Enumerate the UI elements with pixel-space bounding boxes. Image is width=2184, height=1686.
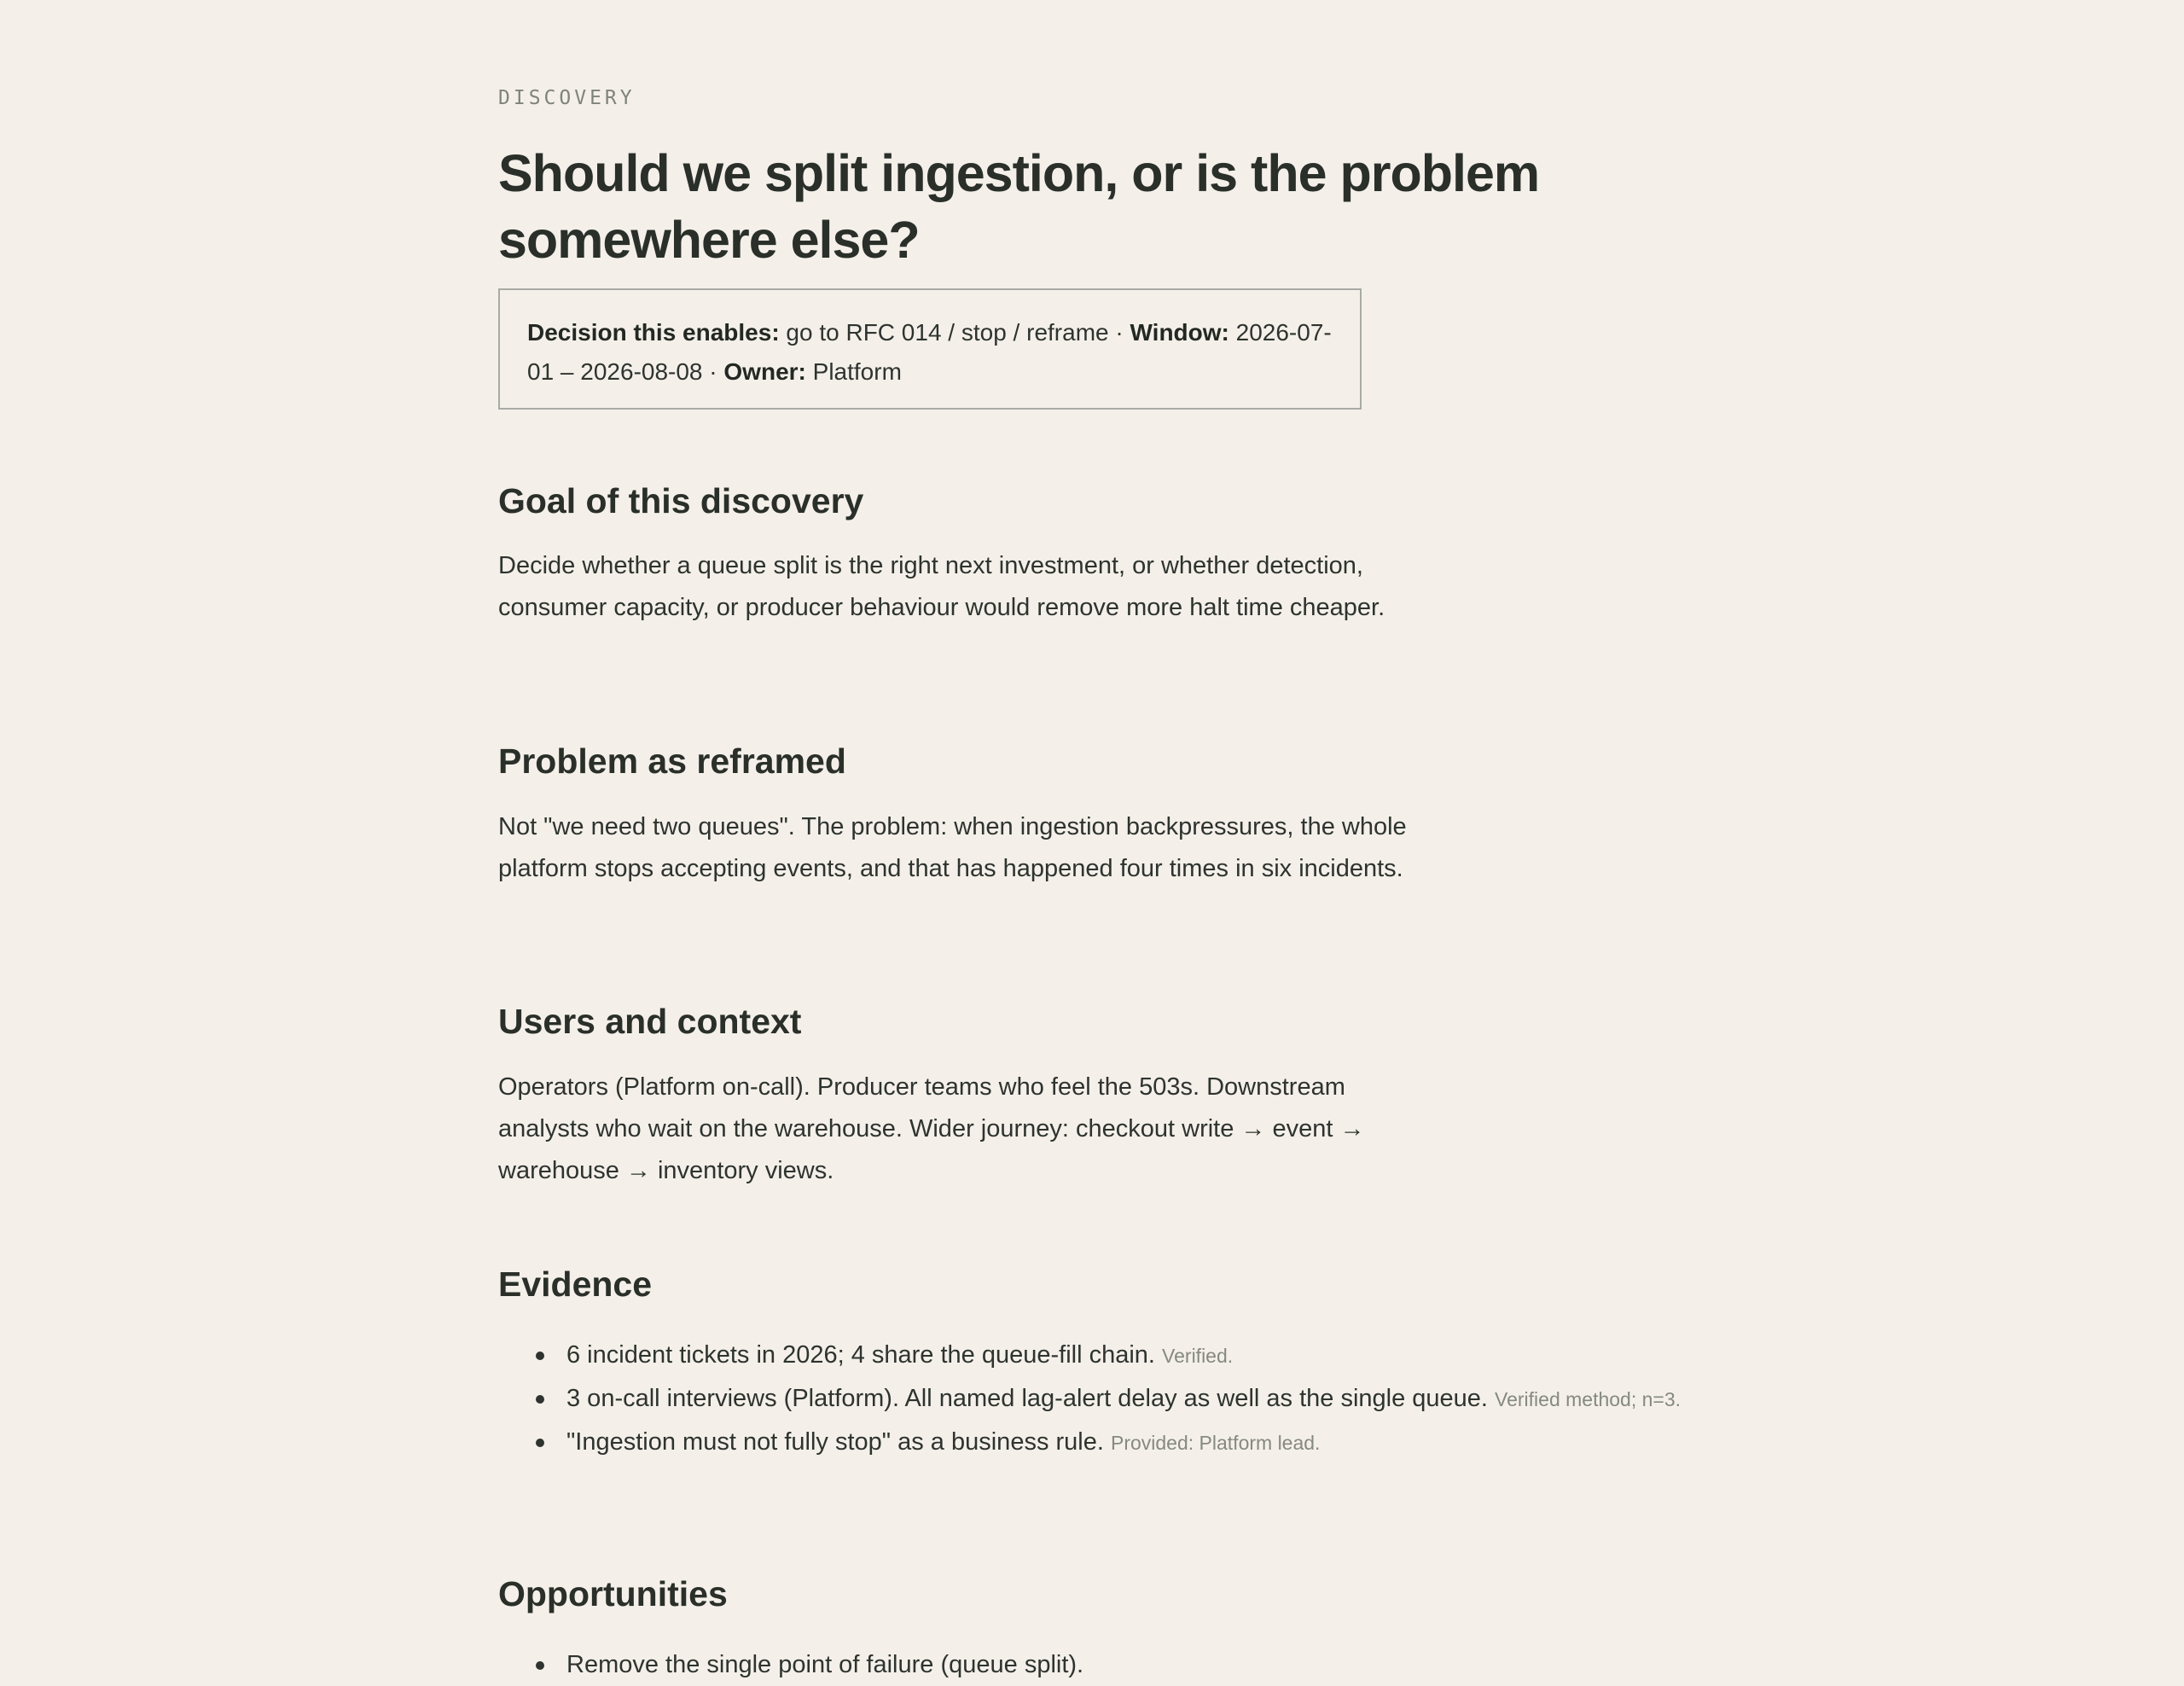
opportunities-heading: Opportunities <box>498 1574 728 1613</box>
window-label: Window: <box>1130 319 1229 346</box>
evidence-text: 3 on-call interviews (Platform). All named lag-alert delay as well as the single queue. <box>566 1385 1488 1412</box>
bullet-dot <box>536 1439 544 1447</box>
problem-heading: Problem as reframed <box>498 741 846 781</box>
list-item <box>498 1334 1710 1377</box>
list-item <box>498 1421 1710 1464</box>
meta-separator: · <box>709 358 717 385</box>
window-value: 2026-07-01 – 2026-08-08 <box>527 319 1332 385</box>
problem-body: Not "we need two queues". The problem: when ingestion backpressures, the whole platform stops accepting events, and that has happened four times in six incidents. <box>498 813 1407 882</box>
opportunity-text: Remove the single point of failure (queue split). <box>566 1651 1084 1678</box>
doc-type-label: DISCOVERY <box>498 87 636 109</box>
evidence-heading: Evidence <box>498 1264 653 1304</box>
goal-body: Decide whether a queue split is the right next investment, or whether detection, consumer capacity, or producer behaviour would remove more halt time cheaper. <box>498 552 1385 621</box>
evidence-note: Verified. <box>1162 1345 1234 1367</box>
users-heading: Users and context <box>498 1002 802 1041</box>
goal-heading: Goal of this discovery <box>498 481 864 520</box>
decision-summary-box <box>498 288 1362 410</box>
bullet-dot <box>536 1352 544 1360</box>
opportunities-list <box>498 1643 1710 1686</box>
bullet-dot <box>536 1395 544 1404</box>
evidence-note: Verified method; n=3. <box>1495 1388 1682 1410</box>
owner-value: Platform <box>812 358 902 385</box>
evidence-note: Provided: Platform lead. <box>1110 1432 1321 1454</box>
evidence-list <box>498 1334 1710 1464</box>
users-body: Operators (Platform on-call). Producer teams who feel the 503s. Downstream analysts who wait on the warehouse. Wider journey: checkout write → event → warehouse → inventory views. <box>498 1073 1365 1184</box>
meta-separator: · <box>1115 319 1124 346</box>
evidence-text: "Ingestion must not fully stop" as a business rule. <box>566 1428 1104 1456</box>
owner-label: Owner: <box>723 358 806 385</box>
page-title: Should we split ingestion, or is the problem somewhere else? <box>498 144 1540 269</box>
list-item <box>498 1643 1710 1686</box>
decision-value: go to RFC 014 / stop / reframe <box>786 319 1109 346</box>
bullet-dot <box>536 1661 544 1670</box>
list-item <box>498 1377 1710 1421</box>
decision-label: Decision this enables: <box>527 319 780 346</box>
evidence-text: 6 incident tickets in 2026; 4 share the queue-fill chain. <box>566 1341 1155 1369</box>
